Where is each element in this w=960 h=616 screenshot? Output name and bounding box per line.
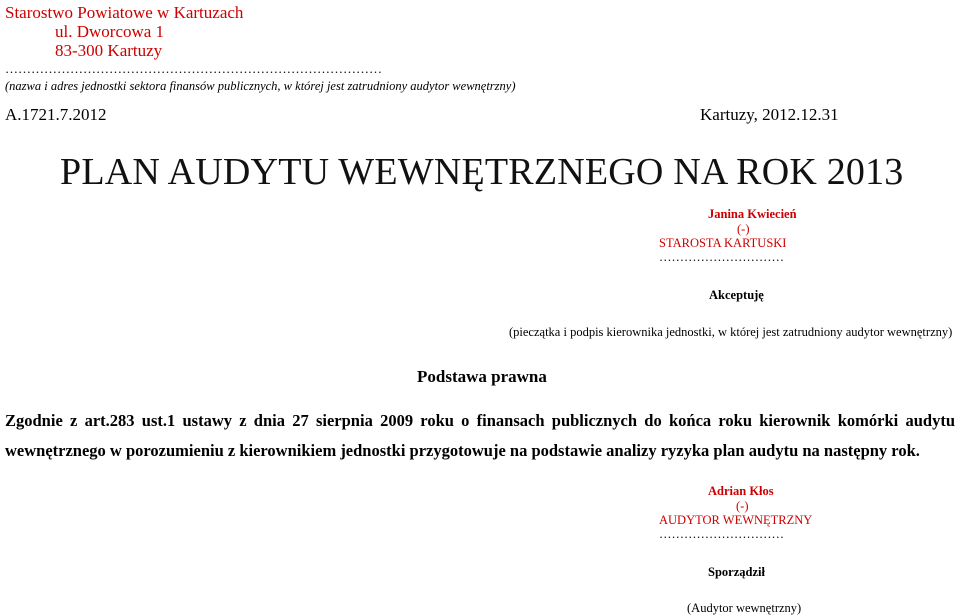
prepared-by-note: (Audytor wewnętrzny) [687, 601, 802, 615]
legal-basis-heading: Podstawa prawna [417, 367, 547, 386]
preparer-role: AUDYTOR WEWNĘTRZNY [659, 513, 813, 527]
org-dotted-line: …………………………………………………………………………… [5, 61, 382, 76]
legal-basis-paragraph-line-1: Zgodnie z art.283 ust.1 ustawy z dnia 27 sierpnia 2009 roku o finansach publicznych do końca roku kierownik komórki audytu [5, 411, 955, 430]
page-title: PLAN AUDYTU WEWNĘTRZNEGO NA ROK 2013 [60, 151, 904, 193]
legal-basis-paragraph-line-2: wewnętrznego w porozumieniu z kierownikiem jednostki przygotowuje na podstawie analizy ryzyka plan audytu na następny rok. [5, 441, 920, 460]
approver-dotted-line: ………………………… [659, 250, 784, 264]
approver-role: STAROSTA KARTUSKI [659, 236, 787, 250]
preparer-signature-mark: (-) [736, 499, 749, 513]
org-caption: (nazwa i adres jednostki sektora finansów publicznych, w której jest zatrudniony audytor wewnętrzny) [5, 79, 516, 93]
preparer-dotted-line: ………………………… [659, 527, 784, 541]
org-street: ul. Dworcowa 1 [55, 22, 165, 41]
approver-name: Janina Kwiecień [708, 207, 797, 221]
approval-label: Akceptuję [709, 288, 764, 302]
approver-signature-mark: (-) [737, 222, 750, 236]
place-date: Kartuzy, 2012.12.31 [700, 105, 839, 124]
org-name: Starostwo Powiatowe w Kartuzach [5, 3, 244, 22]
org-postal-city: 83-300 Kartuzy [55, 41, 163, 60]
approval-stamp-note: (pieczątka i podpis kierownika jednostki, w której jest zatrudniony audytor wewnętrzny) [509, 325, 953, 339]
document-reference: A.1721.7.2012 [5, 105, 107, 124]
prepared-by-label: Sporządził [708, 565, 765, 579]
preparer-name: Adrian Kłos [708, 484, 774, 498]
